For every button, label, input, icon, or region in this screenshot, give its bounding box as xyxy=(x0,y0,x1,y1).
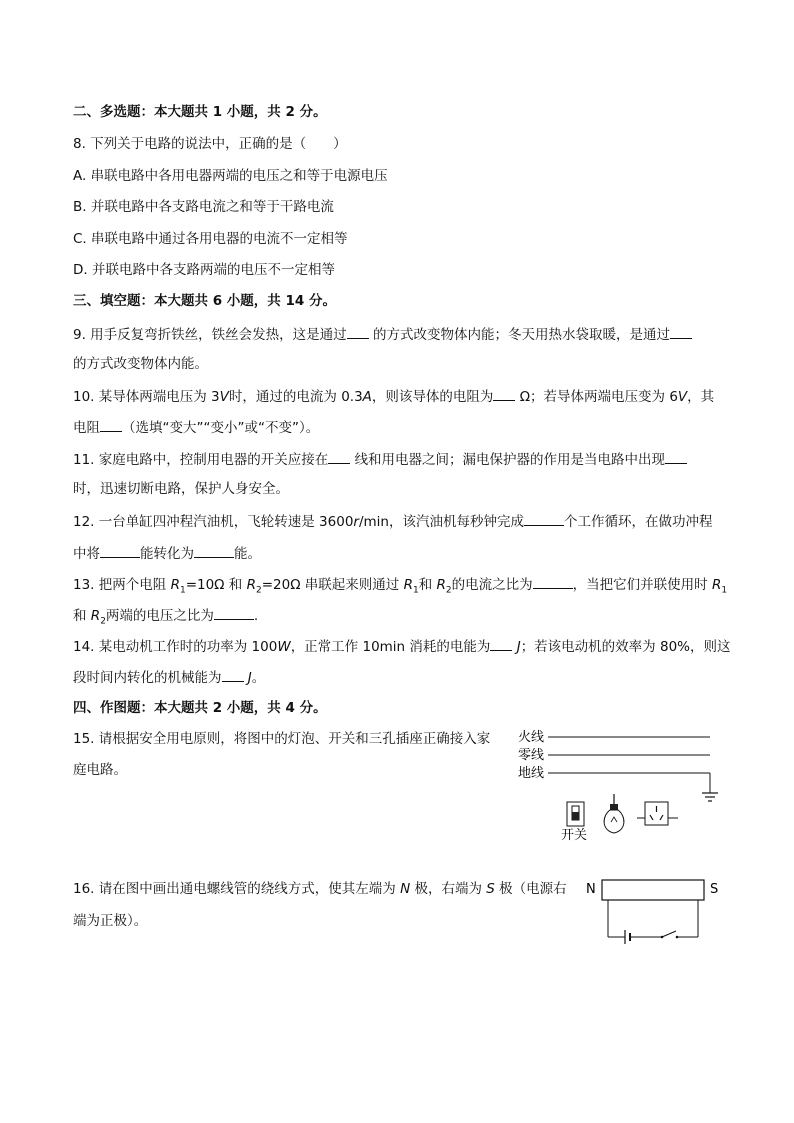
section-heading-fill-in: 三、填空题：本大题共 6 小题，共 14 分。 xyxy=(73,293,336,309)
live-wire-label: 火线 xyxy=(518,730,545,745)
question-8-option-d: D. 并联电路中各支路两端的电压不一定相等 xyxy=(73,262,335,278)
question-10-line-2: 电阻 （选填“变大”“变小”或“不变”）。 xyxy=(73,417,319,437)
answer-blank[interactable] xyxy=(194,543,234,558)
answer-blank[interactable] xyxy=(222,667,244,682)
answer-blank[interactable] xyxy=(100,417,122,432)
question-8-option-c: C. 串联电路中通过各用电器的电流不一定相等 xyxy=(73,231,348,247)
question-11-line-2: 时，迅速切断电路，保护人身安全。 xyxy=(73,481,289,497)
answer-blank[interactable] xyxy=(100,543,140,558)
question-14-line-1: 14. 某电动机工作时的功率为 100W，正常工作 10min 消耗的电能为 J；若该电动机的效率为 80%，则这 xyxy=(73,636,730,656)
switch-label: 开关 xyxy=(561,828,588,843)
question-10-line-1: 10. 某导体两端电压为 3V时，通过的电流为 0.3A，则该导体的电阻为 Ω；若导体两端电压变为 6V，其 xyxy=(73,386,714,406)
answer-blank[interactable] xyxy=(328,449,350,464)
question-8-option-a: A. 串联电路中各用电器两端的电压之和等于电源电压 xyxy=(73,168,388,184)
switch-icon xyxy=(661,931,679,938)
question-8-option-b: B. 并联电路中各支路电流之和等于干路电流 xyxy=(73,199,334,215)
answer-blank[interactable] xyxy=(493,386,515,401)
question-13-line-1: 13. 把两个电阻 $R_1=10\Omega$ 和 $R_2=20\Omega$ 串联起来则通过 $R_1$和 $R_2$的电流之比为 ，当把它们并联使用时 $R_1$ xyxy=(73,574,727,600)
question-15-line-1: 15. 请根据安全用电原则，将图中的灯泡、开关和三孔插座正确接入家 xyxy=(73,731,491,747)
household-circuit-figure xyxy=(512,726,727,846)
section-heading-drawing: 四、作图题：本大题共 2 小题，共 4 分。 xyxy=(73,700,327,716)
question-9-line-2: 的方式改变物体内能。 xyxy=(73,356,208,372)
light-bulb-icon xyxy=(604,794,624,833)
answer-blank[interactable] xyxy=(347,324,369,339)
switch-icon xyxy=(567,802,584,826)
question-16-line-2: 端为正极）。 xyxy=(73,913,148,929)
earth-ground-icon xyxy=(702,793,718,801)
question-8-stem: 8. 下列关于电路的说法中，正确的是（ ） xyxy=(73,136,347,152)
question-11-line-1: 11. 家庭电路中，控制用电器的开关应接在 线和用电器之间；漏电保护器的作用是当电路中出现 xyxy=(73,449,687,469)
question-15-line-2: 庭电路。 xyxy=(73,762,127,778)
answer-blank[interactable] xyxy=(533,574,573,589)
question-13-line-2: 和 $R_2$两端的电压之比为 . xyxy=(73,605,258,631)
north-pole-label: N xyxy=(586,882,596,897)
answer-blank[interactable] xyxy=(524,511,564,526)
answer-blank[interactable] xyxy=(214,605,254,620)
three-hole-socket-icon xyxy=(637,802,678,825)
answer-blank[interactable] xyxy=(490,636,512,651)
ground-wire-label: 地线 xyxy=(518,766,545,781)
solenoid-tube xyxy=(602,880,704,900)
question-12-line-1: 12. 一台单缸四冲程汽油机，飞轮转速是 3600r/min，该汽油机每秒钟完成 个工作循环，在做功冲程 xyxy=(73,511,713,531)
answer-blank[interactable] xyxy=(670,324,692,339)
south-pole-label: S xyxy=(710,882,719,897)
answer-blank[interactable] xyxy=(665,449,687,464)
question-14-line-2: 段时间内转化的机械能为 J。 xyxy=(73,667,265,687)
solenoid-circuit-figure xyxy=(582,874,722,946)
question-16-line-1: 16. 请在图中画出通电螺线管的绕线方式，使其左端为 N 极，右端为 S 极（电源右 xyxy=(73,881,567,897)
question-9-line-1: 9. 用手反复弯折铁丝，铁丝会发热，这是通过 的方式改变物体内能；冬天用热水袋取暖，是通过 xyxy=(73,324,692,344)
battery-icon xyxy=(625,930,630,944)
neutral-wire-label: 零线 xyxy=(518,748,545,763)
section-heading-multiple-choice: 二、多选题：本大题共 1 小题，共 2 分。 xyxy=(73,104,327,120)
question-12-line-2: 中将 能转化为 能。 xyxy=(73,543,261,563)
